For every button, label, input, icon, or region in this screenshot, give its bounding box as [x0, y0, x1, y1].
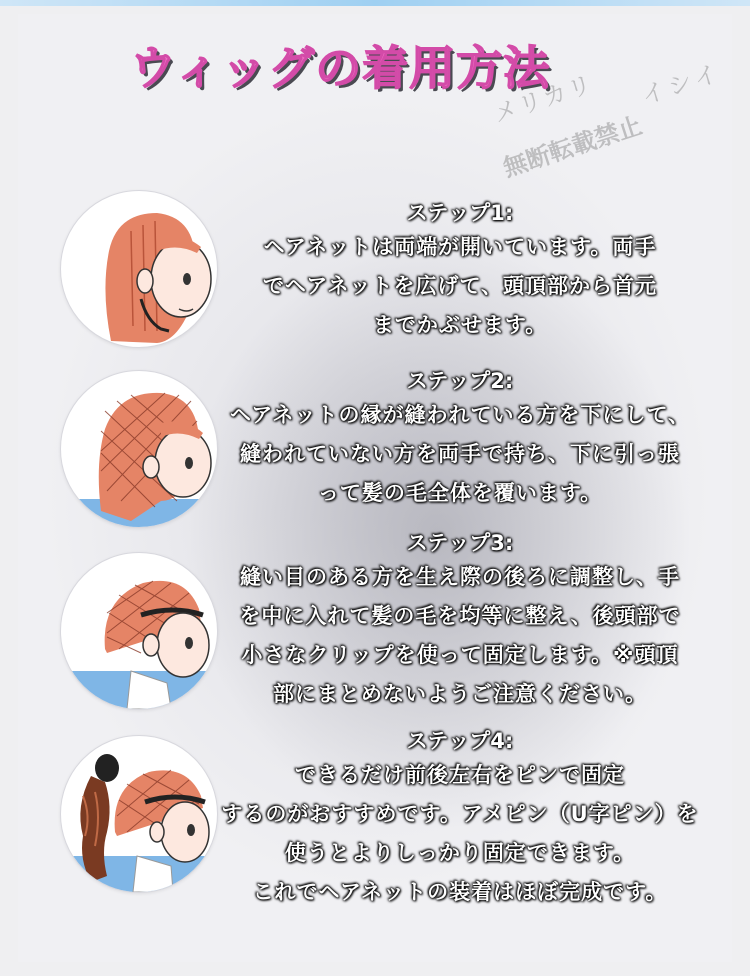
- step-text-line: までかぶせます。: [372, 313, 548, 337]
- step-text-line: を中に入れて髪の毛を均等に整え、後頭部で: [239, 604, 681, 628]
- step-text-line: でヘアネットを広げて、頭頂部から首元: [262, 274, 658, 298]
- step-text-line: 小さなクリップを使って固定します。※頭頂: [241, 643, 679, 667]
- watermark-text: 無断転載禁止: [499, 111, 646, 183]
- step-text-line: これでヘアネットの装着はほぼ完成です。: [252, 880, 668, 904]
- step-text-line: するのがおすすめです。アメピン（U字ピン）を: [221, 802, 699, 826]
- step-text-line: 縫い目のある方を生え際の後ろに調整し、手: [240, 565, 680, 589]
- step-text-line: 部にまとめないようご注意ください。: [273, 682, 647, 706]
- step-2: [200, 366, 720, 513]
- step-4: [200, 726, 720, 912]
- watermark-text: メリカリ: [489, 69, 598, 129]
- step-text-line: って髪の毛全体を覆います。: [317, 481, 603, 505]
- girl-loose-hair-net-illustration: [60, 190, 218, 348]
- step-title: ステップ4:: [406, 729, 514, 753]
- step-3: [200, 528, 720, 714]
- girl-net-cap-on-illustration: [60, 552, 218, 710]
- girl-net-with-ponytail-illustration: [60, 735, 218, 893]
- step-text-line: できるだけ前後左右をピンで固定: [295, 763, 625, 787]
- page-title: ウィッグの着用方法: [130, 41, 551, 95]
- step-title: ステップ1:: [406, 201, 514, 225]
- step-text-line: 縫われていない方を両手で持ち、下に引っ張: [240, 442, 680, 466]
- top-accent-bar: [0, 0, 750, 6]
- step-text-line: ヘアネットの縁が縫われている方を下にして、: [229, 403, 691, 427]
- girl-net-pulled-down-illustration: [60, 370, 218, 528]
- step-text-line: ヘアネットは両端が開いています。両手: [263, 235, 657, 259]
- watermark-text: イシイ: [637, 58, 726, 111]
- step-text-line: 使うとよりしっかり固定できます。: [284, 841, 636, 865]
- step-title: ステップ2:: [406, 369, 514, 393]
- step-title: ステップ3:: [406, 531, 514, 555]
- step-1: [200, 198, 720, 345]
